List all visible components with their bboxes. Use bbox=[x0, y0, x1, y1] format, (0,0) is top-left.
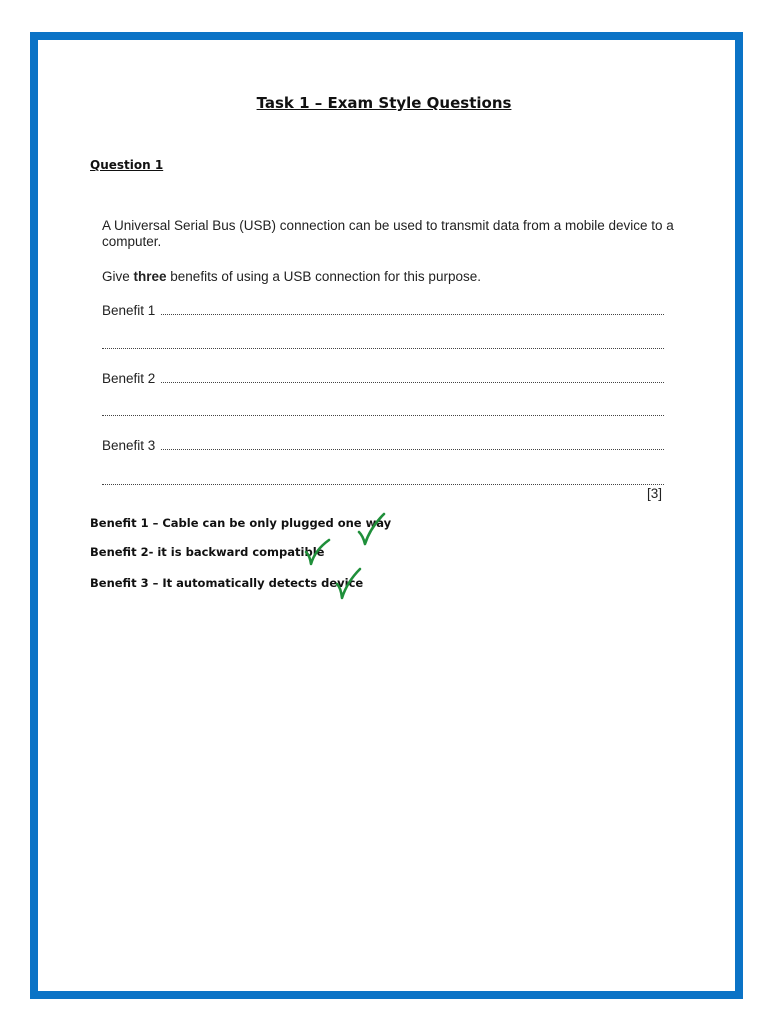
question-text: A Universal Serial Bus (USB) connection can be used to transmit data from a mobile device to a computer. bbox=[102, 218, 674, 249]
answer-line-benefit-2 bbox=[102, 368, 664, 386]
dotted-line bbox=[161, 313, 664, 315]
instruction-prefix: Give bbox=[102, 269, 134, 284]
dotted-line bbox=[102, 414, 664, 416]
benefit-label: Benefit 1 bbox=[102, 303, 156, 318]
answer-3: Benefit 3 – It automatically detects device bbox=[90, 576, 364, 590]
benefit-label: Benefit 3 bbox=[102, 438, 156, 453]
benefit-label: Benefit 2 bbox=[102, 371, 156, 386]
answer-2: Benefit 2- it is backward compatible bbox=[90, 545, 325, 559]
marks-label: [3] bbox=[647, 486, 663, 501]
answer-line-benefit-1 bbox=[102, 300, 664, 318]
tick-icon bbox=[334, 566, 364, 602]
answer-line-continuation bbox=[102, 470, 664, 488]
dotted-line bbox=[161, 448, 664, 450]
dotted-line bbox=[102, 483, 664, 485]
instruction bbox=[102, 269, 481, 284]
page-title: Task 1 – Exam Style Questions bbox=[256, 94, 512, 112]
dotted-line bbox=[161, 381, 664, 383]
question-heading: Question 1 bbox=[90, 158, 164, 172]
answer-1: Benefit 1 – Cable can be only plugged one way bbox=[90, 516, 392, 530]
answer-line-continuation bbox=[102, 401, 664, 419]
tick-icon bbox=[303, 538, 333, 568]
instruction-suffix: benefits of using a USB connection for this purpose. bbox=[166, 269, 481, 284]
tick-icon bbox=[356, 510, 388, 550]
instruction-emphasis: three bbox=[133, 269, 167, 284]
answer-line-continuation bbox=[102, 334, 664, 352]
answer-line-benefit-3 bbox=[102, 435, 664, 453]
dotted-line bbox=[102, 347, 664, 349]
